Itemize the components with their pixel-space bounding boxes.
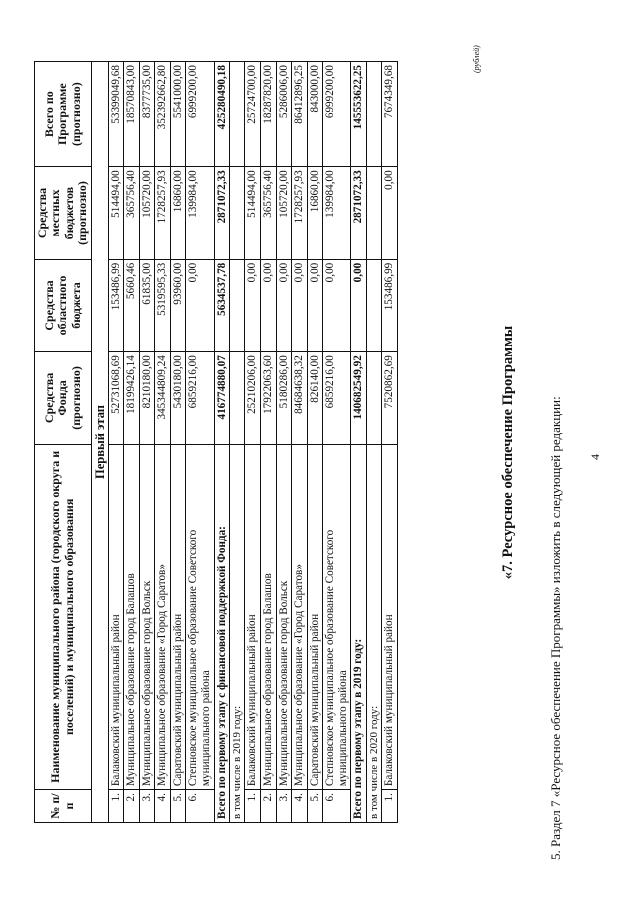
page-number: 4: [588, 454, 602, 460]
row-local: 1728257,93: [155, 167, 171, 259]
row-total: 53399049,68: [108, 62, 124, 167]
header-fund: Средства Фонда (прогнозно): [35, 352, 92, 444]
row-name: Балаковский муниципальный район: [245, 444, 261, 789]
row-region: 153486,99: [108, 259, 124, 351]
row-local: 105720,00: [139, 167, 155, 259]
row-name: Муниципальное образование город Балашов: [260, 444, 276, 789]
header-number: № п/п: [35, 790, 92, 823]
row-total: 8377735,00: [139, 62, 155, 167]
unit-note: (рублей): [472, 45, 481, 73]
row-region: 5319595,33: [155, 259, 171, 351]
row-fund: 84684638,32: [292, 352, 308, 444]
row-name: Муниципальное образование город Балашов: [124, 444, 140, 789]
total-row: [214, 62, 230, 823]
row-fund: 8210180,00: [139, 352, 155, 444]
total-label: Всего по первому этапу в 2019 году:: [351, 444, 367, 822]
row-fund: 6859216,00: [186, 352, 214, 444]
row-region: 0,00: [276, 259, 292, 351]
empty-cell: [366, 167, 381, 259]
stage-title: Первый этап: [91, 62, 108, 823]
table-row: [139, 62, 155, 823]
row-local: 16860,00: [170, 167, 186, 259]
subsection-label: в том числе в 2019 году:: [230, 444, 245, 822]
intro-paragraph: 5. Раздел 7 «Ресурсное обеспечение Программы» изложить в следующей редакции:: [548, 396, 563, 860]
row-region: 0,00: [186, 259, 214, 351]
total-region: 5634537,78: [214, 259, 230, 351]
row-name: Муниципальное образование город Вольск: [139, 444, 155, 789]
table-row: [260, 62, 276, 823]
row-fund: 5180286,00: [276, 352, 292, 444]
row-total: 25724700,00: [245, 62, 261, 167]
table-body: [91, 62, 397, 823]
empty-cell: [230, 62, 245, 167]
total-label: Всего по первому этапу с финансовой поддержкой Фонда:: [214, 444, 230, 822]
total-local: 2871072,33: [214, 167, 230, 259]
row-fund: 345344809,24: [155, 352, 171, 444]
row-region: 0,00: [260, 259, 276, 351]
row-fund: 52731068,69: [108, 352, 124, 444]
row-region: 0,00: [323, 259, 351, 351]
header-total: Всего по Программе (прогнозно): [35, 62, 92, 167]
stage-row: [91, 62, 108, 823]
row-total: 7674349,68: [382, 62, 398, 167]
table-row: [170, 62, 186, 823]
table-row: [382, 62, 398, 823]
row-fund: 18199426,14: [124, 352, 140, 444]
row-region: 61835,00: [139, 259, 155, 351]
total-sum: 145553622,25: [351, 62, 367, 167]
table-row: [124, 62, 140, 823]
row-name: Степновское муниципальное образование Советского муниципального района: [186, 444, 214, 789]
row-local: 365756,40: [124, 167, 140, 259]
table-row: [245, 62, 261, 823]
row-number: 2.: [124, 790, 140, 823]
total-fund: 416774880,07: [214, 352, 230, 444]
table-row: [108, 62, 124, 823]
row-name: Саратовский муниципальный район: [307, 444, 323, 789]
row-name: Муниципальное образование «Город Саратов»: [155, 444, 171, 789]
table-row: [276, 62, 292, 823]
subsection-label: в том числе в 2020 году:: [366, 444, 381, 822]
table-header-row: [35, 62, 92, 823]
row-number: 4.: [292, 790, 308, 823]
resource-table: [34, 61, 398, 823]
row-local: 16860,00: [307, 167, 323, 259]
total-local: 2871072,33: [351, 167, 367, 259]
row-total: 6999200,00: [323, 62, 351, 167]
empty-cell: [366, 352, 381, 444]
row-number: 6.: [323, 790, 351, 823]
row-region: 0,00: [307, 259, 323, 351]
row-total: 18570843,00: [124, 62, 140, 167]
row-number: 5.: [170, 790, 186, 823]
row-total: 843000,00: [307, 62, 323, 167]
row-region: 5660,46: [124, 259, 140, 351]
row-local: 514494,00: [108, 167, 124, 259]
row-total: 5286006,00: [276, 62, 292, 167]
row-number: 6.: [186, 790, 214, 823]
subsection-row: [230, 62, 245, 823]
row-total: 5541000,00: [170, 62, 186, 167]
row-region: 93960,00: [170, 259, 186, 351]
row-name: Балаковский муниципальный район: [382, 444, 398, 789]
table-row: [307, 62, 323, 823]
empty-cell: [230, 352, 245, 444]
row-name: Муниципальное образование город Вольск: [276, 444, 292, 789]
row-total: 352392662,80: [155, 62, 171, 167]
row-name: Балаковский муниципальный район: [108, 444, 124, 789]
empty-cell: [230, 259, 245, 351]
total-sum: 425280490,18: [214, 62, 230, 167]
row-region: 0,00: [245, 259, 261, 351]
row-total: 6999200,00: [186, 62, 214, 167]
row-number: 2.: [260, 790, 276, 823]
table-row: [186, 62, 214, 823]
row-fund: 7520862,69: [382, 352, 398, 444]
row-number: 1.: [382, 790, 398, 823]
subsection-row: [366, 62, 381, 823]
total-fund: 140682549,92: [351, 352, 367, 444]
row-local: 365756,40: [260, 167, 276, 259]
row-local: 1728257,93: [292, 167, 308, 259]
row-total: 18287820,00: [260, 62, 276, 167]
table-row: [155, 62, 171, 823]
row-fund: 25210206,00: [245, 352, 261, 444]
row-fund: 6859216,00: [323, 352, 351, 444]
row-number: 3.: [139, 790, 155, 823]
row-number: 1.: [245, 790, 261, 823]
row-local: 514494,00: [245, 167, 261, 259]
row-name: Муниципальное образование «Город Саратов»: [292, 444, 308, 789]
table-row: [323, 62, 351, 823]
header-region: Средства областного бюджета: [35, 259, 92, 351]
row-local: 139984,00: [186, 167, 214, 259]
row-fund: 5430180,00: [170, 352, 186, 444]
row-fund: 826140,00: [307, 352, 323, 444]
total-row: [351, 62, 367, 823]
empty-cell: [366, 62, 381, 167]
header-local: Средства местных бюджетов (прогнозно): [35, 167, 92, 259]
empty-cell: [230, 167, 245, 259]
header-name: Наименование муниципального района (городского округа и поселений) и муниципального образования: [35, 444, 92, 789]
table-row: [292, 62, 308, 823]
row-name: Саратовский муниципальный район: [170, 444, 186, 789]
row-fund: 17922063,60: [260, 352, 276, 444]
row-number: 1.: [108, 790, 124, 823]
row-name: Степновское муниципальное образование Советского муниципального района: [323, 444, 351, 789]
row-local: 0,00: [382, 167, 398, 259]
total-region: 0,00: [351, 259, 367, 351]
row-number: 3.: [276, 790, 292, 823]
row-region: 0,00: [292, 259, 308, 351]
row-number: 4.: [155, 790, 171, 823]
row-local: 105720,00: [276, 167, 292, 259]
row-total: 86412896,25: [292, 62, 308, 167]
section-title: «7. Ресурсное обеспечение Программы: [500, 325, 516, 580]
row-number: 5.: [307, 790, 323, 823]
empty-cell: [366, 259, 381, 351]
row-region: 153486,99: [382, 259, 398, 351]
row-local: 139984,00: [323, 167, 351, 259]
